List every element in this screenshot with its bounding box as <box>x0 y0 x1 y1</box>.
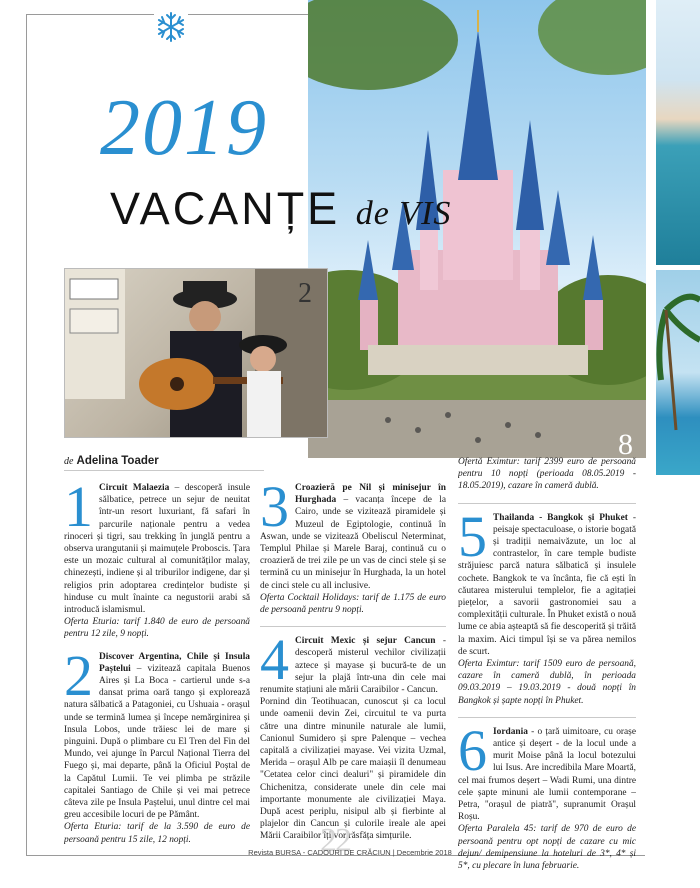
byline <box>64 455 159 467</box>
dropcap-number: 3 <box>260 482 289 539</box>
item-text: – vacanța începe de la Cairo, unde se vizitează piramidele și Muzeul de Egiptologie, continuă în Aswan, unde se vizitează Obeliscul Neterminat, Templul Philae și Marele Baraj, continuă cu o croazieră de trei zile pe un vas de cinci stele și se termină cu un minisejur în Hurghada, la un hotel de cinci stele cu all inclusive. <box>260 495 446 591</box>
title-year: 2019 <box>100 84 268 172</box>
item-title: Iordania <box>493 726 528 737</box>
article-item <box>458 512 636 707</box>
column-1 <box>64 482 250 856</box>
section-rule <box>458 717 636 718</box>
harbor-photo <box>656 0 700 265</box>
dropcap-number: 5 <box>458 511 487 569</box>
author-name: Adelina Toader <box>76 455 159 467</box>
title-main-word: VACANȚE <box>110 183 341 234</box>
item-offer: Oferta Eximtur: tarif 1509 euro de persoană, cazare în cameră dublă, în perioada 09.03.2019 – 19.03.2019 - două nopți în Bangkok și șapte nopți în Phuket. <box>458 659 636 706</box>
dropcap-number: 1 <box>64 482 93 539</box>
item-text: - peisaje spectaculoase, o istorie bogată și tradiții nemaivăzute, un loc al contrastelor, în care temple budiste străjuiesc parcă natura sălbatică și insulele cochete. Bangkok te va încânta, fie că ești în căutarea misterului templelor, fie a agitației piețelor, a savorii gastronomiei sau a complexității culturale. În Phuket există o nouă lume ce abia așteaptă să fie descoperită și trăită la maxim. Aici timpul își se va părea nemilos de scurt. <box>458 512 636 657</box>
item-offer: Oferta Cocktail Holidays: tarif de 1.175 de euro de persoană pentru 9 nopți. <box>260 592 446 616</box>
byline-rule <box>64 470 264 471</box>
title-sub: de VIS <box>355 195 452 232</box>
item-text: – vizitează capitala Buenos Aires și La Boca - cartierul unde s-a dansat prima oară tango și explorează natura sălbatică a Patagoniei, cu Ushuaia - orașul unde se termină lumea și începe nemărginirea și Insula Lobos, unde trăiesc lei de mare și pinguini. După o plimbare cu El Tren del Fin del Mundo, vei ajunge în Parcul Național Tierra del Fuego și, mai departe, până la Oficiul Poștal de la Capătul Lumii. Te vei plimba pe străzile capitalei Santiago de Chile și vei mai petrece câteva zile pe Insula Paștelui, unul dintre cel mai greu accesibile locuri de pe Pământ. <box>64 663 250 821</box>
article-item <box>64 651 250 846</box>
dropcap-number: 6 <box>458 725 487 783</box>
byline-prefix: de <box>64 456 74 467</box>
photo-number-left: 2 <box>298 278 312 309</box>
dropcap-number: 2 <box>64 650 93 708</box>
footer-text: Revista BURSA - CADOURI DE CRĂCIUN | Decembrie 2018 <box>248 848 452 857</box>
article-item <box>260 635 446 842</box>
item-offer: Oferta Eturia: tarif 1.840 de euro de persoană pentru 12 zile, 9 nopți. <box>64 617 250 640</box>
item-text: - o țară uimitoare, cu orașe antice și deșert - de la locul unde a murit Moise până la locul botezului lui Isus. Are incredibila Mare Moartă, cel mai frumos deșert – Wadi Rumi, una dintre cele șapte minuni ale lumii contemporane – Petra, "orașul de piatră", supranumit Orașul Roșu. <box>458 726 636 823</box>
photo-number-hero: 8 <box>618 428 633 461</box>
item-title: Circuit Mexic și sejur Cancun <box>295 636 436 647</box>
item-title: Discover Argentina, Chile și Insula Paștelui <box>99 651 250 674</box>
page-number: 22 <box>320 822 350 859</box>
column-3 <box>458 456 636 882</box>
item-title: Croazieră pe Nil și minisejur în Hurghada <box>295 483 446 506</box>
dropcap-number: 4 <box>260 635 289 693</box>
snowflake-icon <box>154 10 188 44</box>
palm-beach-photo <box>656 270 700 475</box>
item-offer: Oferta Paralela 45: tarif de 970 de euro de persoană pentru opt nopți de cazare cu mic dejun/ demipensiune la hoteluri de 3*, 4* și 5*, cu plecare în luna februarie. <box>458 824 636 872</box>
item-text: – descoperă insule sălbatice, petrece un sejur de neuitat într-un resort luxuriant, fă safari în parcurile naționale pentru a vedea rinoceri și tigri, sau trekking în junglă pentru a observa urangutanii și maimuțele Proboscis. Țara este un mozaic cultural al comunităților malay, chinezești, indiene și al triburilor indigene, dar și religios prin adoptarea credințelor budiste și hinduse cu mult înainte ca negustorii arabi să introducă islamismul. <box>64 483 250 616</box>
item-text-continued: Pornind din Teotihuacan, cunoscut și ca locul unde oamenii devin Zei, circuitul te va purta către una dintre minunile naturale ale lumii, Canionul Sumidero și spre Palenque – vechea capitală a civilizației mayase. Vei vizita Uzmal, Merida – orașul Alb pe care maiașii îl denumeau "Cetatea celor cinci dealuri" și piramidele din Chichenitza, considerate unele din cele mai importante monumente ale civilizației Maya. După acest periplu, nisipul alb și fierbinte al plajelor din Cancun și culorile ireale ale apei Mării Caraibilor îți vor răsfăța simțurile. <box>260 697 446 842</box>
article-item <box>458 456 636 493</box>
item-title: Thailanda - Bangkok și Phuket <box>493 512 628 523</box>
item-offer: Oferta Eturia: tarif de la 3.590 de euro de persoană pentru 15 zile, 12 nopți. <box>64 822 250 845</box>
section-rule <box>458 503 636 504</box>
article-item <box>64 482 250 641</box>
musicians-photo <box>64 268 328 438</box>
column-2 <box>260 482 446 853</box>
item-title: Circuit Malaezia <box>99 483 170 493</box>
item-offer: Ofertă Eximtur: tarif 2399 euro de persoană pentru 10 nopți (perioada 08.05.2019 - 18.05.2019), cazare în cameră dublă. <box>458 457 636 492</box>
item-text: - descoperă misterul vechilor civilizații aztece și mayase și bucură-te de un sejur la plajă într-una din cele mai renumite stațiuni ale mării Caraibilor - Cancun. <box>260 636 446 696</box>
article-item <box>260 482 446 616</box>
title-main <box>110 183 452 234</box>
section-rule <box>260 626 446 627</box>
